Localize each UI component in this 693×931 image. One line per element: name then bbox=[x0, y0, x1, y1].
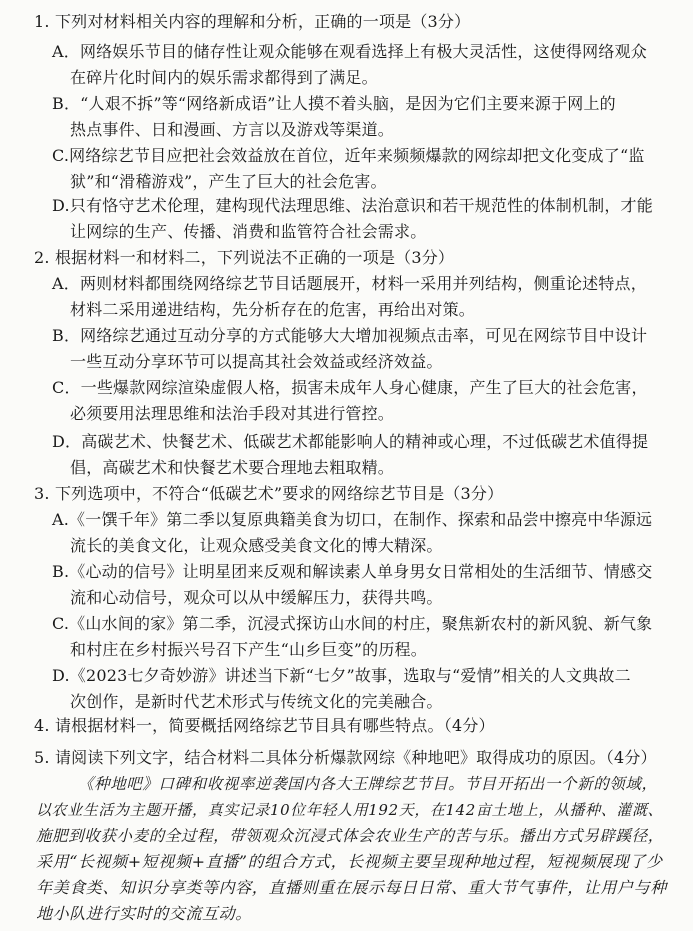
question-5-title: 5. 请阅读下列文字，结合材料二具体分析爆款网综《种地吧》取得成功的原因。（4分） bbox=[34, 748, 657, 767]
passage-line-5: 年美食类、知识分享类等内容，直播则重在展示每日日常、重大节气事件，让用户与种 bbox=[36, 878, 667, 897]
question-1-option-c-continued: 狱”和“滑稽游戏”，产生了巨大的社会危害。 bbox=[70, 172, 387, 191]
passage-line-4: 采用“长视频+短视频+直播”的组合方式，长视频主要呈现种地过程，短视频展现了少 bbox=[36, 852, 663, 871]
question-1-option-d: D.只有恪守艺术伦理，建构现代法理思维、法治意识和若干规范性的体制机制，才能 bbox=[52, 196, 653, 215]
passage-line-6: 地小队进行实时的交流互动。 bbox=[36, 904, 252, 923]
question-1-option-b-continued: 热点事件、日和漫画、方言以及游戏等渠道。 bbox=[70, 120, 395, 139]
question-2-option-d-continued: 倡，高碳艺术和快餐艺术要合理地去粗取精。 bbox=[70, 458, 395, 477]
question-4-title: 4. 请根据材料一，简要概括网络综艺节目具有哪些特点。（4分） bbox=[34, 716, 495, 735]
question-1-option-b: B．“人艰不拆”等“网络新成语”让人摸不着头脑，是因为它们主要来源于网上的 bbox=[52, 94, 616, 113]
question-2-option-a-continued: 材料二采用递进结构，先分析存在的危害，再给出对策。 bbox=[70, 300, 476, 319]
question-2-option-c-continued: 必须要用法理思维和法治手段对其进行管控。 bbox=[70, 404, 395, 423]
question-3-option-a-continued: 流长的美食文化，让观众感受美食文化的博大精深。 bbox=[70, 536, 443, 555]
question-2-option-b: B．网络综艺通过互动分享的方式能够大大增加视频点击率，可见在网综节目中设计 bbox=[52, 326, 648, 345]
question-3-option-c: C.《山水间的家》第二季，沉浸式探访山水间的村庄，聚焦新农村的新风貌、新气象 bbox=[52, 614, 653, 633]
passage-line-3: 施肥到收获小麦的全过程，带领观众沉浸式体会农业生产的苦与乐。播出方式另辟蹊径， bbox=[36, 827, 664, 845]
question-3-option-b-continued: 流和心动信号，观众可以从中缓解压力，获得共鸣。 bbox=[70, 588, 443, 607]
question-2-title: 2. 根据材料一和材料二，下列说法不正确的一项是（3分） bbox=[34, 248, 455, 267]
question-3-option-c-continued: 和村庄在乡村振兴号召下产生“山乡巨变”的历程。 bbox=[70, 640, 427, 659]
question-3-option-d: D.《2023七夕奇妙游》讲述当下新“七夕”故事，选取与“爱情”相关的人文典故二 bbox=[52, 666, 631, 685]
question-1-option-c: C.网络综艺节目应把社会效益放在首位，近年来频频爆款的网综却把文化变成了“监 bbox=[52, 146, 645, 165]
question-2-option-d: D．高碳艺术、快餐艺术、低碳艺术都能影响人的精神或心理，不过低碳艺术值得提 bbox=[52, 432, 649, 451]
question-2-option-c: C．一些爆款网综渲染虚假人格，损害未成年人身心健康，产生了巨大的社会危害， bbox=[52, 378, 648, 397]
question-1-option-a: A．网络娱乐节目的储存性让观众能够在观看选择上有极大灵活性，这使得网络观众 bbox=[52, 42, 647, 61]
question-2-option-b-continued: 一些互动分享环节可以提高其社会效益或经济效益。 bbox=[70, 352, 443, 371]
question-3-option-a: A.《一馔千年》第二季以复原典籍美食为切口，在制作、探索和品尝中擦亮中华源远 bbox=[52, 510, 653, 529]
question-3-option-d-continued: 次创作，是新时代艺术形式与传统文化的完美融合。 bbox=[70, 692, 443, 711]
question-1-option-d-continued: 让网综的生产、传播、消费和监管符合社会需求。 bbox=[70, 222, 427, 241]
question-3-title: 3. 下列选项中，不符合“低碳艺术”要求的网络综艺节目是（3分） bbox=[34, 484, 504, 503]
passage-line-2: 以农业生活为主题开播，真实记录10位年轻人用192天，在142亩土地上，从播种、灌溉、 bbox=[36, 801, 664, 819]
passage-line-1: 《种地吧》口碑和收视率逆袭国内各大王牌综艺节目。节目开拓出一个新的领域， bbox=[78, 775, 658, 793]
question-1-option-a-continued: 在碎片化时间内的娱乐需求都得到了满足。 bbox=[70, 68, 378, 87]
question-2-option-a: A．两则材料都围绕网络综艺节目话题展开，材料一采用并列结构，侧重论述特点， bbox=[52, 274, 647, 293]
question-3-option-b: B.《心动的信号》让明星团来反观和解读素人单身男女日常相处的生活细节、情感交 bbox=[52, 562, 653, 581]
question-1-title: 1. 下列对材料相关内容的理解和分析，正确的一项是（3分） bbox=[34, 12, 471, 31]
